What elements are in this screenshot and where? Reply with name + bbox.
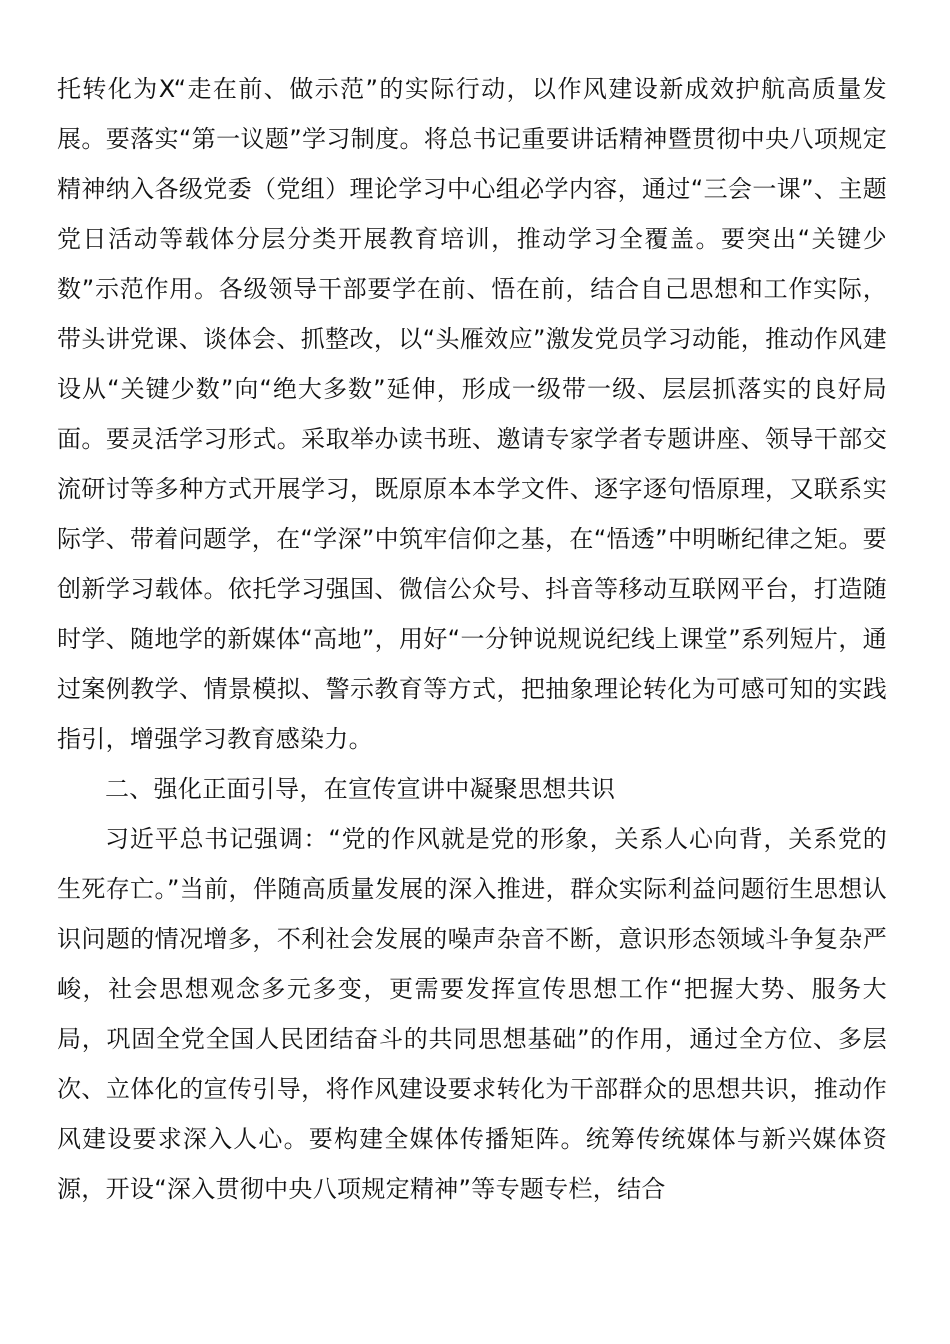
- body-paragraph-2: 习近平总书记强调：“党的作风就是党的形象，关系人心向背，关系党的生死存亡。”当前，伴随高质量发展的深入推进，群众实际利益问题衍生思想认识问题的情况增多，不利社会发展的噪声杂音不断，意识形态领域斗争复杂严峻，社会思想观念多元多变，更需要发挥宣传思想工作“把握大势、服务大局，巩固全党全国人民团结奋斗的共同思想基础”的作用，通过全方位、多层次、立体化的宣传引导，将作风建设要求转化为干部群众的思想共识，推动作风建设要求深入人心。要构建全媒体传播矩阵。统筹传统媒体与新兴媒体资源，开设“深入贯彻中央八项规定精神”等专题专栏，结合: [57, 825, 887, 1203]
- document-page: [57, 64, 887, 1214]
- body-paragraph-1: 托转化为X“走在前、做示范”的实际行动，以作风建设新成效护航高质量发展。要落实“第一议题”学习制度。将总书记重要讲话精神暨贯彻中央八项规定精神纳入各级党委（党组）理论学习中心组必学内容，通过“三会一课”、主题党日活动等载体分层分类开展教育培训，推动学习全覆盖。要突出“关键少数”示范作用。各级领导干部要学在前、悟在前，结合自己思想和工作实际，带头讲党课、谈体会、抓整改，以“头雁效应”激发党员学习动能，推动作风建设从“关键少数”向“绝大多数”延伸，形成一级带一级、层层抓落实的良好局面。要灵活学习形式。采取举办读书班、邀请专家学者专题讲座、领导干部交流研讨等多种方式开展学习，既原原本本学文件、逐字逐句悟原理，又联系实际学、带着问题学，在“学深”中筑牢信仰之基，在“悟透”中明晰纪律之矩。要创新学习载体。依托学习强国、微信公众号、抖音等移动互联网平台，打造随时学、随地学的新媒体“高地”，用好“一分钟说规说纪线上课堂”系列短片，通过案例教学、情景模拟、警示教育等方式，把抽象理论转化为可感可知的实践指引，增强学习教育感染力。: [57, 75, 887, 753]
- section-heading-2: 二、强化正面引导，在宣传宣讲中凝聚思想共识: [105, 775, 616, 803]
